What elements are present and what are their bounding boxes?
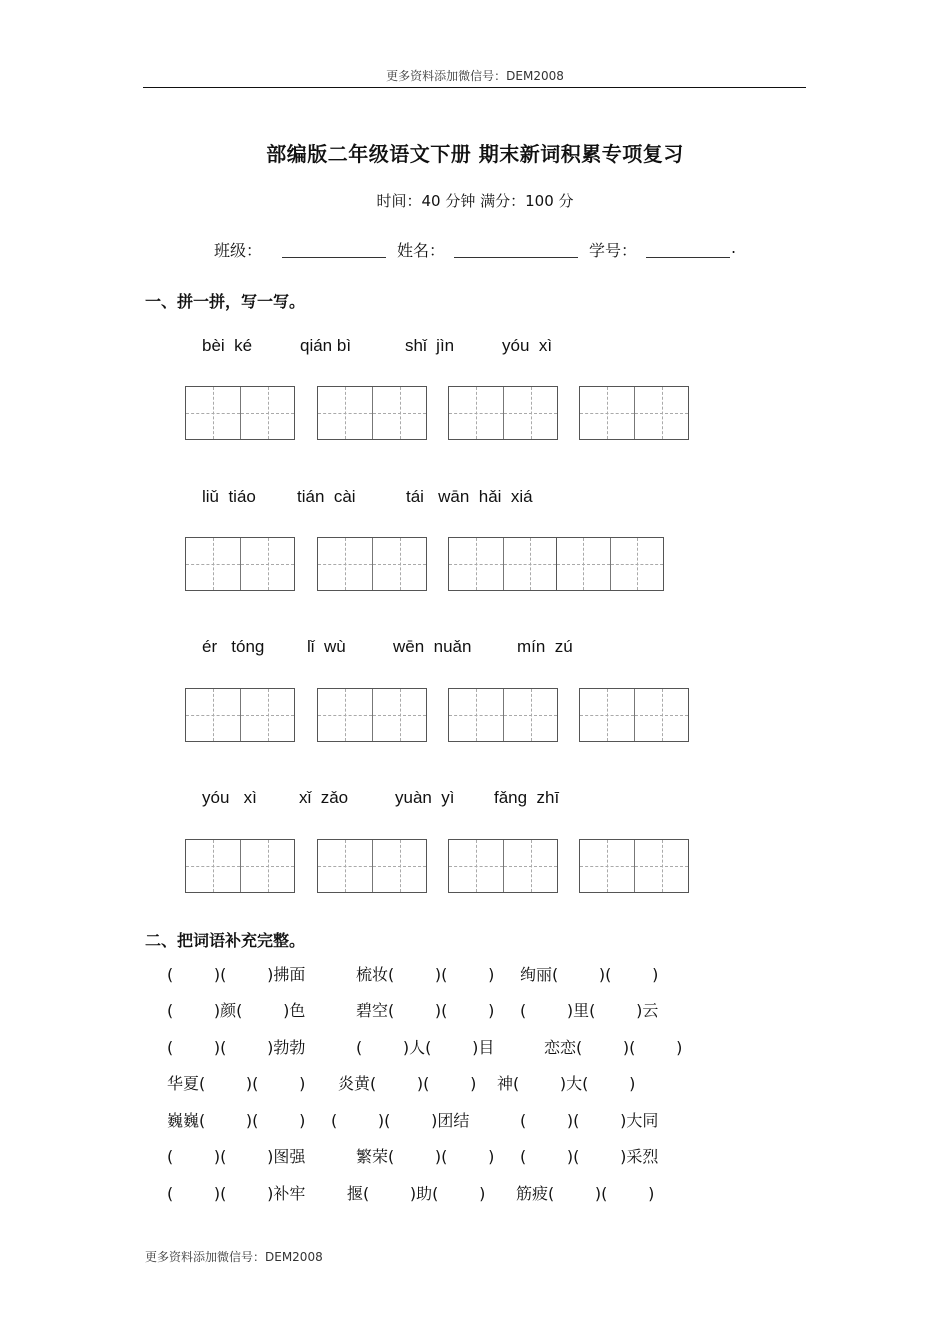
pinyin-label: tái wān hǎi xiá (406, 487, 533, 506)
fill-item[interactable]: 恋恋( )( ) (544, 1038, 683, 1057)
section2-heading: 二、把词语补充完整。 (145, 931, 306, 950)
fill-item[interactable]: ( )( )拂面 (167, 965, 306, 984)
pinyin-label: wēn nuǎn (393, 637, 472, 656)
pinyin-label: ér tóng (202, 637, 265, 656)
name-blank[interactable] (454, 257, 578, 258)
pinyin-label: yóu xì (202, 788, 257, 807)
writing-grid[interactable] (579, 839, 689, 893)
pinyin-label: shǐ jìn (405, 336, 455, 355)
writing-grid[interactable] (579, 688, 689, 742)
pinyin-label: yuàn yì (395, 788, 455, 807)
fill-item[interactable]: ( )里( )云 (520, 1001, 659, 1020)
info-end: . (731, 238, 737, 257)
fill-item[interactable]: ( )( )补牢 (167, 1184, 306, 1203)
class-blank[interactable] (282, 257, 386, 258)
fill-item[interactable]: 炎黄( )( ) (338, 1074, 477, 1093)
fill-item[interactable]: ( )( )勃勃 (167, 1038, 306, 1057)
fill-item[interactable]: 梳妆( )( ) (356, 965, 495, 984)
fill-item[interactable]: 碧空( )( ) (356, 1001, 495, 1020)
writing-grid[interactable] (185, 688, 295, 742)
pinyin-label: tián cài (297, 487, 356, 506)
fill-item[interactable]: ( )人( )目 (356, 1038, 495, 1057)
fill-item[interactable]: 神( )大( ) (497, 1074, 636, 1093)
writing-grid[interactable] (317, 688, 427, 742)
pinyin-label: yóu xì (502, 336, 553, 355)
writing-grid[interactable] (317, 386, 427, 440)
fill-item[interactable]: 揠( )助( ) (347, 1184, 486, 1203)
fill-item[interactable]: ( )( )图强 (167, 1147, 306, 1166)
writing-grid[interactable] (185, 839, 295, 893)
writing-grid[interactable] (448, 386, 558, 440)
writing-grid[interactable] (185, 386, 295, 440)
pinyin-label: fǎng zhī (494, 788, 560, 807)
pinyin-label: lǐ wù (307, 637, 346, 656)
page-title: 部编版二年级语文下册 期末新词积累专项复习 (266, 142, 684, 166)
id-label: 学号： (589, 241, 638, 260)
fill-item[interactable]: ( )( )大同 (520, 1111, 659, 1130)
pinyin-label: mín zú (517, 637, 573, 656)
fill-item[interactable]: 绚丽( )( ) (520, 965, 659, 984)
fill-item[interactable]: 筋疲( )( ) (516, 1184, 655, 1203)
writing-grid[interactable] (448, 688, 558, 742)
writing-grid[interactable] (579, 386, 689, 440)
header-divider (143, 87, 806, 88)
fill-item[interactable]: 巍巍( )( ) (167, 1111, 306, 1130)
fill-item[interactable]: 繁荣( )( ) (356, 1147, 495, 1166)
writing-grid[interactable] (317, 537, 427, 591)
pinyin-label: xǐ zǎo (299, 788, 349, 807)
section1-heading: 一、拼一拼，写一写。 (145, 292, 306, 311)
page-header: 更多资料添加微信号：DEM2008 (386, 69, 564, 83)
id-blank[interactable] (646, 257, 730, 258)
pinyin-label: bèi ké (202, 336, 253, 355)
writing-grid[interactable] (317, 839, 427, 893)
fill-item[interactable]: ( )颜( )色 (167, 1001, 306, 1020)
writing-grid[interactable] (448, 839, 558, 893)
fill-item[interactable]: 华夏( )( ) (167, 1074, 306, 1093)
fill-item[interactable]: ( )( )团结 (331, 1111, 470, 1130)
writing-grid[interactable] (185, 537, 295, 591)
pinyin-label: liǔ tiáo (202, 487, 256, 506)
fill-item[interactable]: ( )( )采烈 (520, 1147, 659, 1166)
writing-grid[interactable] (448, 537, 664, 591)
class-label: 班级： (214, 241, 263, 260)
page-footer: 更多资料添加微信号：DEM2008 (145, 1250, 323, 1264)
name-label: 姓名： (397, 241, 446, 260)
pinyin-label: qián bì (300, 336, 352, 355)
exam-subtitle: 时间：40 分钟 满分：100 分 (376, 192, 574, 210)
